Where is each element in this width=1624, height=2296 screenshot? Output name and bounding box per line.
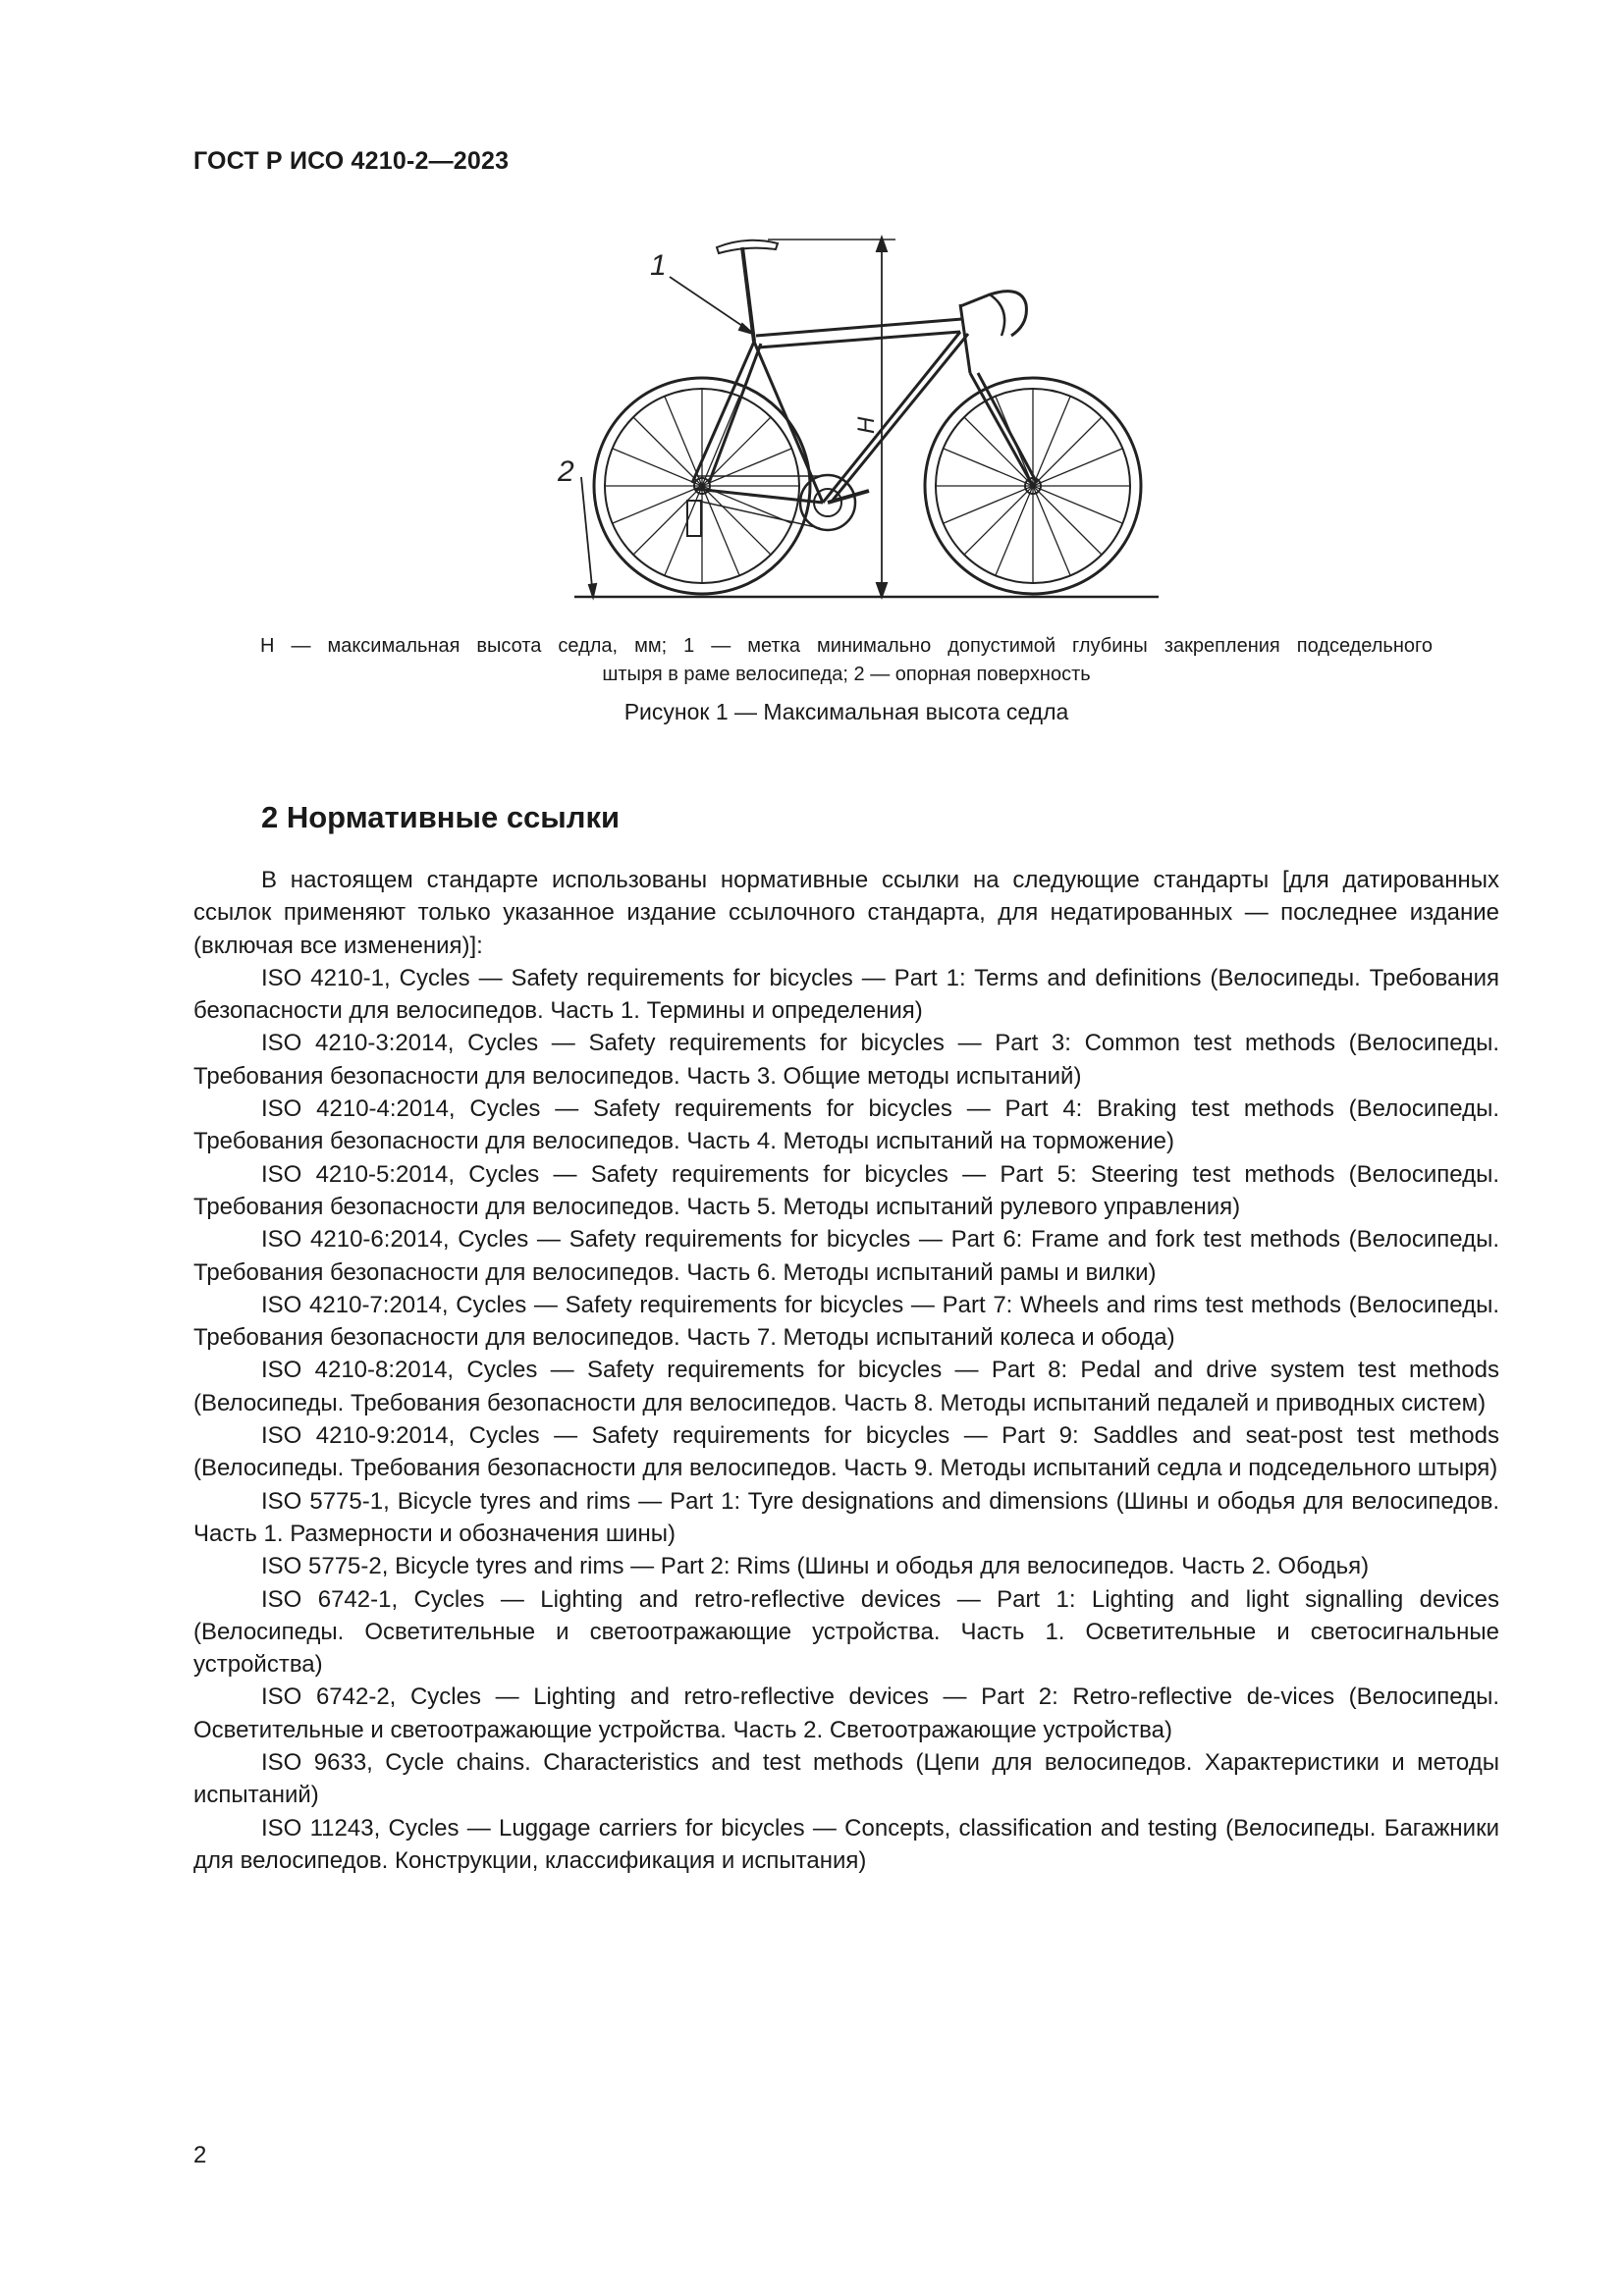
callout-1-label: 1 [650, 249, 667, 282]
figure-key [193, 632, 1499, 689]
reference-item: ISO 4210-9:2014, Cycles — Safety requirements for bicycles — Part 9: Saddles and seat-post test methods (Велосипеды. Требования безопасности для велосипедов. Часть 9. Методы испытаний седла и подседельного штыря) [193, 1422, 1499, 1482]
reference-item: ISO 4210-6:2014, Cycles — Safety requirements for bicycles — Part 6: Frame and fork test methods (Велосипеды. Требования безопасности для велосипедов. Часть 6. Методы испытаний рамы и вилки) [193, 1226, 1499, 1286]
callout-2-label: 2 [558, 455, 574, 488]
reference-item: ISO 4210-8:2014, Cycles — Safety requirements for bicycles — Part 8: Pedal and drive system test methods (Велосипеды. Требования безопасности для велосипедов. Часть 8. Методы испытаний педалей и приводных систем) [193, 1357, 1499, 1416]
document-id: ГОСТ Р ИСО 4210-2—2023 [193, 147, 510, 175]
figure-key-line-1: H — максимальная высота седла, мм; 1 — метка минимально допустимой глубины закрепления подседельного [260, 635, 1433, 657]
intro-paragraph: В настоящем стандарте использованы нормативные ссылки на следующие стандарты [для датированных ссылок применяют только указанное издание ссылочного стандарта, для недатированных — последнее издание (включая все изменения)]: [193, 867, 1499, 959]
bicycle-frame [692, 304, 1037, 503]
reference-item: ISO 6742-2, Cycles — Lighting and retro-reflective devices — Part 2: Retro-reflective de-vices (Велосипеды. Осветительные и светоотражающие устройства. Часть 2. Светоотражающие устройства) [193, 1683, 1499, 1743]
figure-key-line-2: штыря в раме велосипеда; 2 — опорная поверхность [602, 664, 1091, 685]
bicycle-figure [550, 226, 1178, 609]
section-heading: 2 Нормативные ссылки [261, 800, 621, 834]
reference-item: ISO 11243, Cycles — Luggage carriers for bicycles — Concepts, classification and testing (Велосипеды. Багажники для велосипедов. Конструкции, классификация и испытания) [193, 1814, 1499, 1874]
reference-item: ISO 9633, Cycle chains. Characteristics and test methods (Цепи для велосипедов. Характеристики и методы испытаний) [193, 1749, 1499, 1809]
callout-1-leader [670, 277, 751, 332]
reference-item: ISO 4210-5:2014, Cycles — Safety requirements for bicycles — Part 5: Steering test methods (Велосипеды. Требования безопасности для велосипедов. Часть 5. Методы испытаний рулевого управления) [193, 1160, 1499, 1220]
normative-references [193, 864, 1499, 1877]
saddle [717, 240, 778, 253]
reference-item: ISO 4210-4:2014, Cycles — Safety requirements for bicycles — Part 4: Braking test methods (Велосипеды. Требования безопасности для велосипедов. Часть 4. Методы испытаний на торможение) [193, 1095, 1499, 1155]
page-number: 2 [193, 2142, 207, 2168]
reference-item: ISO 4210-1, Cycles — Safety requirements for bicycles — Part 1: Terms and definitions (Велосипеды. Требования безопасности для велосипедов. Часть 1. Термины и определения) [193, 964, 1499, 1025]
reference-item: ISO 6742-1, Cycles — Lighting and retro-reflective devices — Part 1: Lighting and light signalling devices (Велосипеды. Осветительные и светоотражающие устройства. Часть 1. Осветительные и светосигнальные устройства) [193, 1585, 1499, 1679]
reference-item: ISO 5775-2, Bicycle tyres and rims — Part 2: Rims (Шины и ободья для велосипедов. Часть 2. Ободья) [261, 1553, 1370, 1580]
bicycle-drawing [550, 226, 1178, 609]
reference-item: ISO 5775-1, Bicycle tyres and rims — Part 1: Tyre designations and dimensions (Шины и ободья для велосипедов. Часть 1. Размерности и обозначения шины) [193, 1487, 1499, 1547]
reference-item: ISO 4210-7:2014, Cycles — Safety requirements for bicycles — Part 7: Wheels and rims test methods (Велосипеды. Требования безопасности для велосипедов. Часть 7. Методы испытаний колеса и обода) [193, 1291, 1499, 1352]
callout-2-leader [581, 477, 593, 597]
height-dimension-label: H [853, 416, 880, 434]
figure-title: Рисунок 1 — Максимальная высота седла [623, 699, 1069, 724]
rear-spokes [605, 389, 799, 583]
reference-item: ISO 4210-3:2014, Cycles — Safety requirements for bicycles — Part 3: Common test methods (Велосипеды. Требования безопасности для велосипедов. Часть 3. Общие методы испытаний) [193, 1030, 1499, 1090]
